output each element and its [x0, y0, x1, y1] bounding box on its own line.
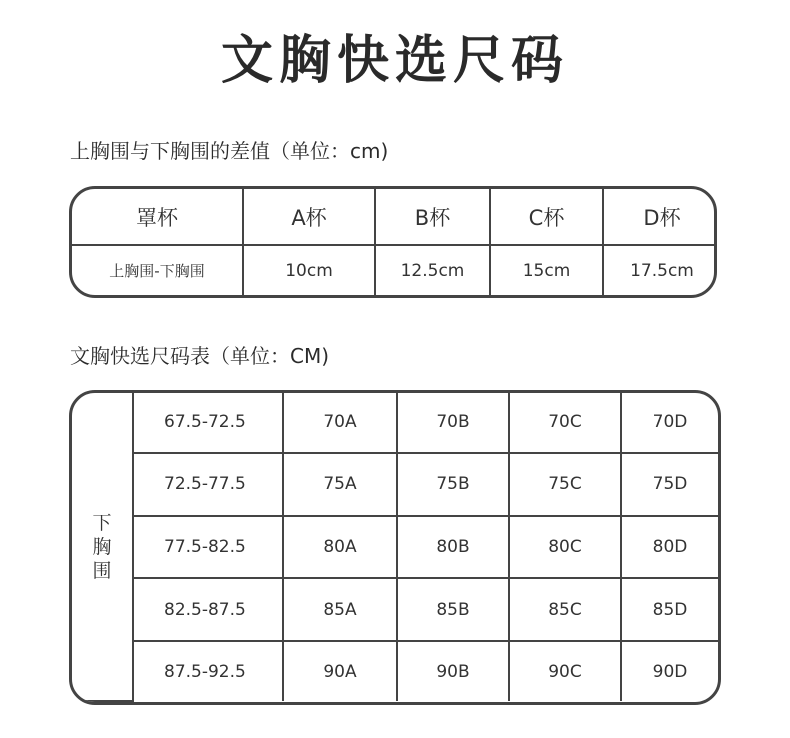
size-cell: 75D [621, 453, 718, 516]
cup-header-row [72, 189, 717, 245]
table-row [72, 578, 718, 641]
size-cell: 80D [621, 516, 718, 579]
size-cell: 70C [509, 393, 621, 453]
underbust-label [72, 393, 133, 701]
size-cell: 90A [283, 641, 397, 701]
size-cell: 85A [283, 578, 397, 641]
size-cell: 90C [509, 641, 621, 701]
size-cell: 70D [621, 393, 718, 453]
header-cell: D杯 [603, 189, 717, 245]
table-row [72, 516, 718, 579]
cup-difference-heading: 上胸围与下胸围的差值（单位：cm) [70, 139, 389, 163]
size-cell: 90B [397, 641, 509, 701]
value-cell: 17.5cm [603, 245, 717, 295]
header-cell: A杯 [243, 189, 375, 245]
size-cell: 70B [397, 393, 509, 453]
size-chart-heading: 文胸快选尺码表（单位：CM) [70, 344, 330, 368]
table-row [72, 393, 718, 453]
size-cell: 85D [621, 578, 718, 641]
range-cell: 72.5-77.5 [133, 453, 283, 516]
header-cell: B杯 [375, 189, 490, 245]
underbust-label-text: 下胸围 [92, 511, 112, 582]
header-cell: C杯 [490, 189, 603, 245]
size-cell: 85C [509, 578, 621, 641]
size-cell: 85B [397, 578, 509, 641]
table-row [72, 453, 718, 516]
table-row [72, 641, 718, 701]
page-title: 文胸快选尺码 [220, 31, 569, 91]
range-cell: 77.5-82.5 [133, 516, 283, 579]
size-cell: 75C [509, 453, 621, 516]
value-cell: 10cm [243, 245, 375, 295]
header-cell: 罩杯 [72, 189, 243, 245]
size-cell: 80C [509, 516, 621, 579]
size-cell: 75B [397, 453, 509, 516]
row-label: 上胸围-下胸围 [72, 245, 243, 295]
cup-value-row [72, 245, 717, 295]
size-cell: 80A [283, 516, 397, 579]
range-cell: 82.5-87.5 [133, 578, 283, 641]
range-cell: 67.5-72.5 [133, 393, 283, 453]
value-cell: 15cm [490, 245, 603, 295]
value-cell: 12.5cm [375, 245, 490, 295]
size-cell: 90D [621, 641, 718, 701]
size-cell: 70A [283, 393, 397, 453]
cup-difference-table [69, 186, 717, 298]
range-cell: 87.5-92.5 [133, 641, 283, 701]
size-cell: 80B [397, 516, 509, 579]
size-chart-table [69, 390, 721, 705]
size-cell: 75A [283, 453, 397, 516]
